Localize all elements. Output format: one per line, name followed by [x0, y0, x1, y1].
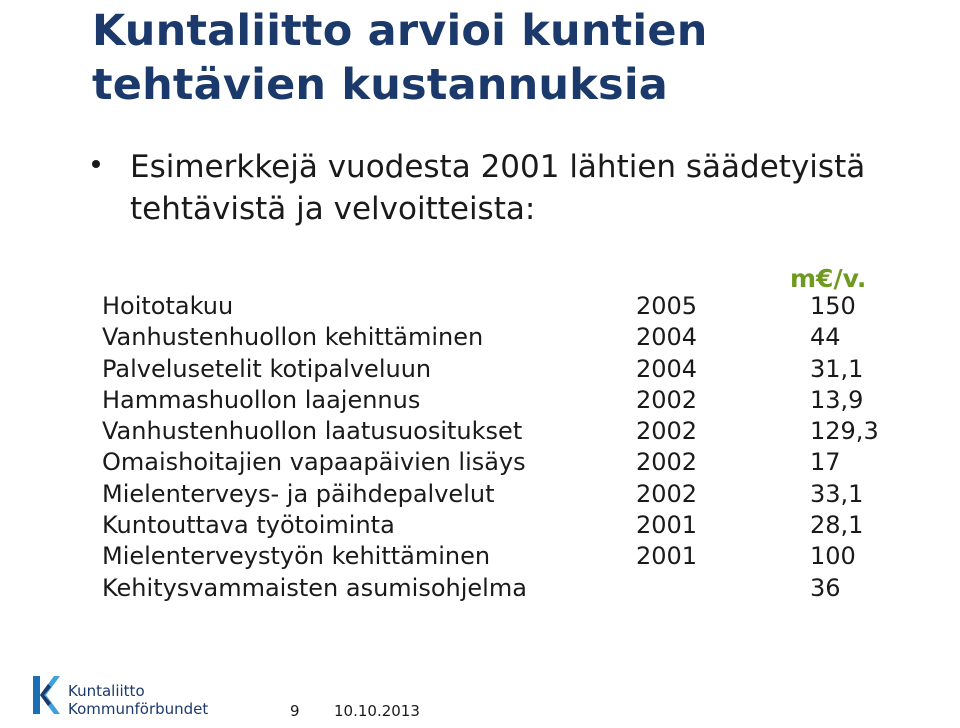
row-year: 2002: [636, 479, 698, 508]
row-value: 44: [810, 323, 841, 352]
cost-table: [102, 291, 922, 604]
table-row: [102, 573, 922, 604]
row-value: 129,3: [810, 417, 879, 446]
row-name: Vanhustenhuollon laatusuositukset: [102, 417, 523, 446]
bullet-text: Esimerkkejä vuodesta 2001 lähtien säädetyistä tehtävistä ja velvoitteista:: [130, 149, 866, 227]
unit-header: m€/v.: [790, 264, 867, 293]
table-row: [102, 354, 922, 385]
row-year: 2005: [636, 292, 698, 320]
kuntaliitto-k-logo-icon: [30, 672, 60, 718]
row-value: 31,1: [810, 354, 864, 383]
row-year: 2004: [636, 323, 698, 352]
row-value: 36: [810, 573, 841, 602]
logo-wordmark: [68, 682, 208, 718]
table-row: [102, 291, 922, 322]
row-value: 33,1: [810, 479, 864, 508]
row-value: 17: [810, 448, 841, 477]
logo-line1: Kuntaliitto: [68, 682, 145, 700]
table-row: [102, 385, 922, 416]
row-year: 2002: [636, 417, 698, 446]
row-value: 28,1: [810, 511, 864, 540]
table-row: [102, 510, 922, 541]
page-number: 9: [290, 702, 300, 720]
slide-title: Kuntaliitto arvioi kuntien tehtävien kustannuksia: [92, 6, 708, 110]
table-row: [102, 447, 922, 478]
logo-line2: Kommunförbundet: [68, 700, 209, 718]
row-year: 2004: [636, 354, 698, 383]
row-name: Palvelusetelit kotipalveluun: [102, 354, 432, 383]
row-name: Kuntouttava työtoiminta: [102, 511, 395, 540]
row-name: Vanhustenhuollon kehittäminen: [102, 323, 484, 352]
footer-date: 10.10.2013: [334, 702, 420, 720]
table-row: [102, 541, 922, 572]
row-year: 2002: [636, 385, 698, 414]
row-value: 150: [810, 292, 856, 320]
table-row: [102, 322, 922, 353]
row-year: 2001: [636, 511, 698, 540]
bullet-dot-icon: [92, 160, 100, 168]
row-name: Mielenterveystyön kehittäminen: [102, 542, 491, 571]
row-year: 2001: [636, 542, 698, 571]
row-name: Kehitysvammaisten asumisohjelma: [102, 573, 527, 602]
row-value: 100: [810, 542, 856, 571]
row-value: 13,9: [810, 385, 864, 414]
row-name: Omaishoitajien vapaapäivien lisäys: [102, 448, 526, 477]
row-name: Mielenterveys- ja päihdepalvelut: [102, 479, 495, 508]
table-row: [102, 416, 922, 447]
table-row: [102, 479, 922, 510]
row-year: 2002: [636, 448, 698, 477]
row-name: Hammashuollon laajennus: [102, 385, 421, 414]
kuntaliitto-logo: [30, 672, 270, 720]
row-name: Hoitotakuu: [102, 292, 234, 320]
